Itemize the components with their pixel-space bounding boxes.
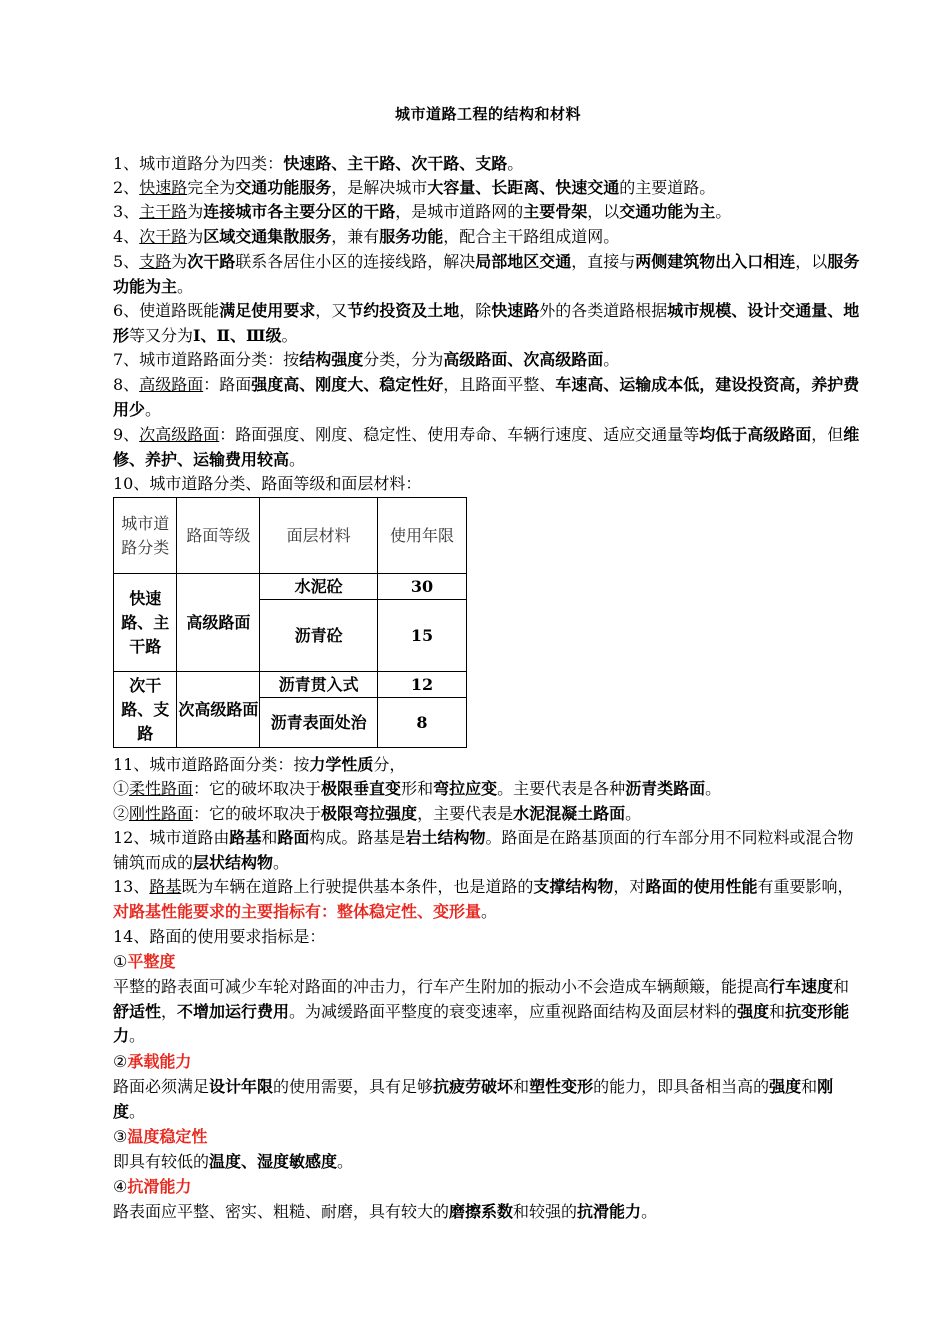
paragraph-flatness: 平整的路表面可减少车轮对路面的冲击力，行车产生附加的振动小不会造成车辆颠簸，能提高行车速度和舒适性，不增加运行费用。为减缓路面平整度的衰变速率，应重视路面结构及面层材料的强度和抗变形能力。 [113, 977, 850, 1045]
material-cell: 水泥砼 [260, 574, 378, 600]
heading-skid-resistance: ④抗滑能力 [113, 1177, 192, 1196]
paragraph-bearing-capacity: 路面必须满足设计年限的使用需要，具有足够抗疲劳破坏和塑性变形的能力，即具备相当高的强度和刚度。 [113, 1077, 834, 1121]
years-cell: 30 [377, 574, 466, 600]
item-11: 11、城市道路路面分类：按力学性质分， [113, 755, 406, 774]
item-5: 5、支路为次干路联系各居住小区的连接线路，解决局部地区交通，直接与两侧建筑物出入口相连，以服务功能为主。 [113, 252, 860, 296]
heading-temperature-stability: ③温度稳定性 [113, 1127, 208, 1146]
material-cell: 沥青贯入式 [260, 672, 378, 698]
item-11-flexible: ①柔性路面：它的破坏取决于极限垂直变形和弯拉应变。主要代表是各种沥青类路面。 [113, 779, 722, 798]
years-cell: 8 [377, 698, 466, 748]
road-class-cell: 次干路、支路 [114, 672, 177, 748]
document-title: 城市道路工程的结构和材料 [394, 105, 581, 123]
table-row [114, 574, 467, 600]
item-6: 6、使道路既能满足使用要求，又节约投资及土地，除快速路外的各类道路根据城市规模、设计交通量、地形等又分为Ⅰ、Ⅱ、Ⅲ级。 [113, 301, 860, 345]
years-cell: 15 [377, 600, 466, 672]
item-3: 3、主干路为连接城市各主要分区的干路，是城市道路网的主要骨架，以交通功能为主。 [113, 202, 732, 221]
paragraph-temperature-stability: 即具有较低的温度、湿度敏感度。 [113, 1152, 354, 1171]
item-7: 7、城市道路路面分类：按结构强度分类，分为高级路面、次高级路面。 [113, 350, 620, 369]
item-1: 1、城市道路分为四类：快速路、主干路、次干路、支路。 [113, 154, 524, 173]
table-header-cell: 路面等级 [177, 498, 260, 574]
years-cell: 12 [377, 672, 466, 698]
paragraph-skid-resistance: 路表面应平整、密实、粗糙、耐磨，具有较大的磨擦系数和较强的抗滑能力。 [113, 1202, 658, 1221]
item-2: 2、快速路完全为交通功能服务，是解决城市大容量、长距离、快速交通的主要道路。 [113, 178, 716, 197]
item-10: 10、城市道路分类、路面等级和面层材料： [113, 474, 422, 493]
item-8: 8、高级路面：路面强度高、刚度大、稳定性好，且路面平整、车速高、运输成本低，建设投资高，养护费用少。 [113, 375, 860, 419]
item-9: 9、次高级路面：路面强度、刚度、稳定性、使用寿命、车辆行速度、适应交通量等均低于高级路面，但维修、养护、运输费用较高。 [113, 425, 860, 469]
heading-bearing-capacity: ②承载能力 [113, 1052, 192, 1071]
item-4: 4、次干路为区域交通集散服务，兼有服务功能，配合主干路组成道网。 [113, 227, 620, 246]
grade-cell: 次高级路面 [177, 672, 260, 748]
road-class-cell: 快速路、主干路 [114, 574, 177, 672]
item-12: 12、城市道路由路基和路面构成。路基是岩土结构物。路面是在路基顶面的行车部分用不同粒料或混合物铺筑而成的层状结构物。 [113, 828, 854, 872]
road-classification-table [113, 497, 467, 748]
heading-flatness: ①平整度 [113, 952, 176, 971]
material-cell: 沥青表面处治 [260, 698, 378, 748]
item-13: 13、路基既为车辆在道路上行驶提供基本条件，也是道路的支撑结构物，对路面的使用性能有重要影响，对路基性能要求的主要指标有：整体稳定性、变形量。 [113, 877, 854, 921]
table-header-cell: 城市道路分类 [114, 498, 177, 574]
table-header-cell: 使用年限 [377, 498, 466, 574]
material-cell: 沥青砼 [260, 600, 378, 672]
item-11-rigid: ②刚性路面：它的破坏取决于极限弯拉强度，主要代表是水泥混凝土路面。 [113, 804, 642, 823]
table-header-cell: 面层材料 [260, 498, 378, 574]
grade-cell: 高级路面 [177, 574, 260, 672]
table-row [114, 672, 467, 698]
item-14: 14、路面的使用要求指标是： [113, 927, 326, 946]
table-header-row [114, 498, 467, 574]
